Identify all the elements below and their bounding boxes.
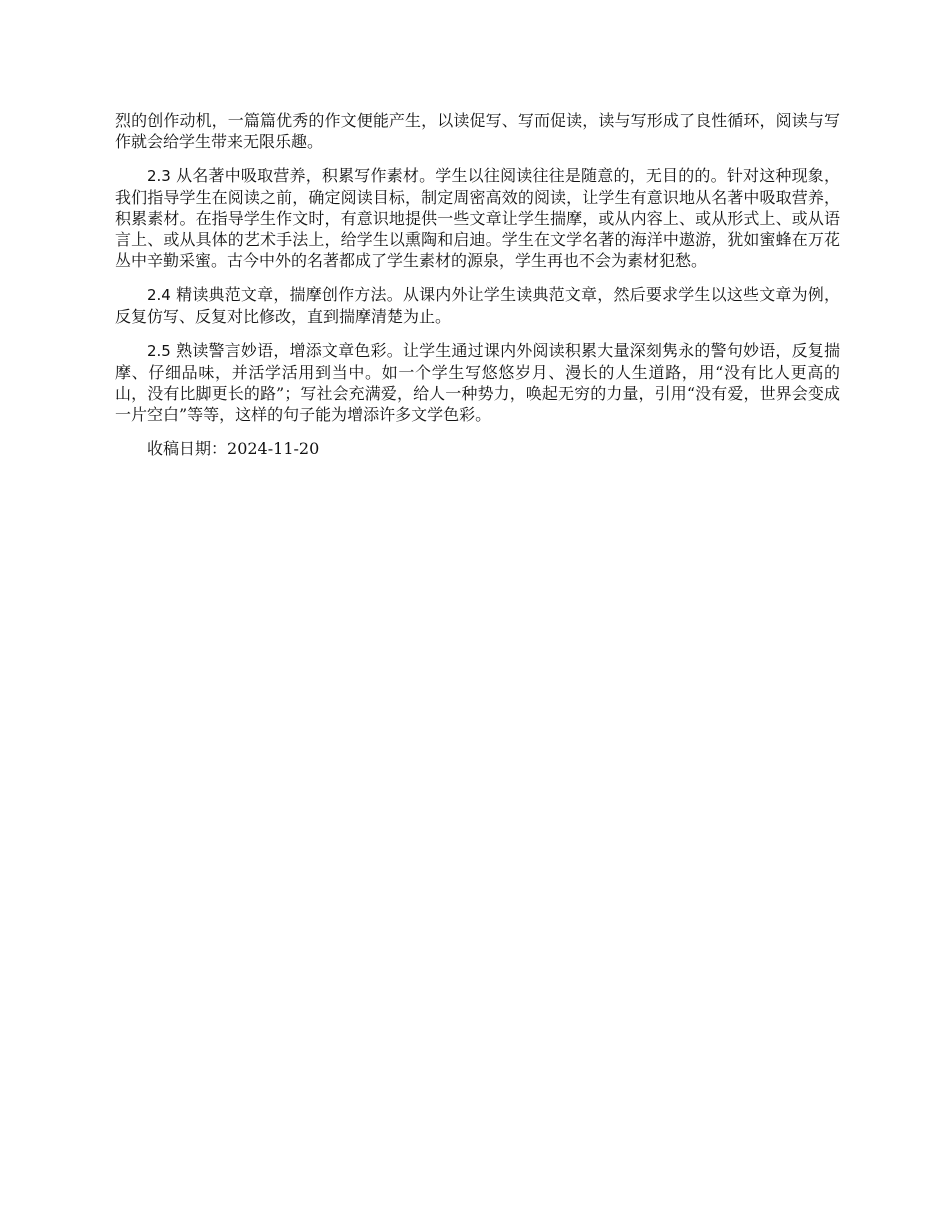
section-number: 2.4 xyxy=(147,286,171,304)
document-page xyxy=(115,110,840,472)
received-date: 2024-11-20 xyxy=(227,439,320,458)
paragraph-text: 从名著中吸取营养，积累写作素材。学生以往阅读往往是随意的，无目的的。针对这种现象，我们指导学生在阅读之前，确定阅读目标，制定周密高效的阅读，让学生有意识地从名著中吸取营养，积累素材。在指导学生作文时，有意识地提供一些文章让学生揣摩，或从内容上、或从形式上、或从语言上、或从具体的艺术手法上，给学生以熏陶和启迪。学生在文学名著的海洋中遨游，犹如蜜蜂在万花丛中辛勤采蜜。古今中外的名著都成了学生素材的源泉，学生再也不会为素材犯愁。 xyxy=(115,166,840,270)
paragraph-text: 精读典范文章，揣摩创作方法。从课内外让学生读典范文章，然后要求学生以这些文章为例，反复仿写、反复对比修改，直到揣摩清楚为止。 xyxy=(115,285,840,326)
paragraph-2-3 xyxy=(115,165,840,271)
paragraph-text: 熟读警言妙语，增添文章色彩。让学生通过课内外阅读积累大量深刻隽永的警句妙语，反复揣摩、仔细品味，并活学活用到当中。如一个学生写悠悠岁月、漫长的人生道路，用“没有比人更高的山，没有比脚更长的路”；写社会充满爱，给人一种势力，唤起无穷的力量，引用“没有爱，世界会变成一片空白”等等，这样的句子能为增添许多文学色彩。 xyxy=(115,341,840,424)
received-date-line xyxy=(115,438,840,459)
paragraph-text: 烈的创作动机，一篇篇优秀的作文便能产生，以读促写、写而促读，读与写形成了良性循环，阅读与写作就会给学生带来无限乐趣。 xyxy=(115,111,840,151)
paragraph-continuation xyxy=(115,110,840,152)
paragraph-2-4 xyxy=(115,284,840,327)
received-label: 收稿日期： xyxy=(147,439,228,458)
paragraph-2-5 xyxy=(115,340,840,425)
section-number: 2.5 xyxy=(147,342,171,360)
section-number: 2.3 xyxy=(147,167,171,185)
